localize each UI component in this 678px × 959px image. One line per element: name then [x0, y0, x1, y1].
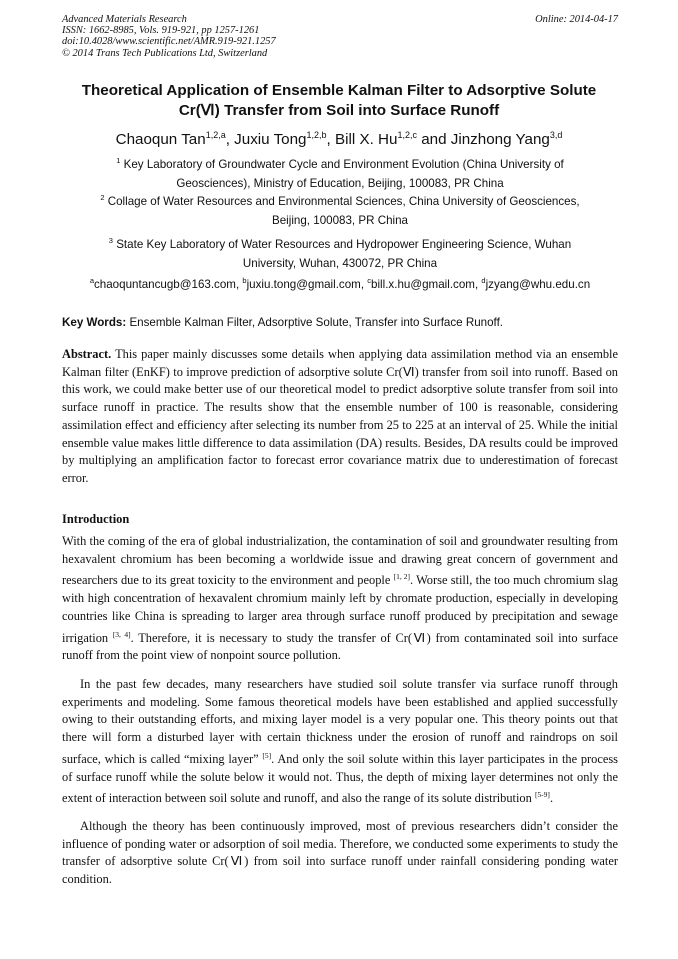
email-separator: , — [474, 278, 482, 291]
author-emails — [62, 272, 618, 294]
journal-copyright: © 2014 Trans Tech Publications Ltd, Switzerland — [62, 47, 268, 59]
journal-header — [62, 14, 618, 59]
paragraph-text: Although the theory has been continuously improved, most of previous researchers didn’t consider the influence of ponding water or adsorption of soil media. Therefore, we conducted some experiments to study the transfer of adsorptive solute Cr(Ⅵ) from soil into surface runoff under rainfall considering ponding water condition. — [62, 819, 618, 887]
paragraph-text: . — [549, 791, 554, 806]
journal-name: Advanced Materials Research — [62, 14, 187, 25]
email-marker: c — [367, 276, 372, 285]
affiliation-2 — [62, 188, 618, 230]
author-affiliation-marker: 1,2,c — [397, 130, 417, 140]
author-affiliation-marker: 3,d — [549, 130, 563, 140]
intro-paragraph-3 — [62, 818, 618, 889]
author-affiliation-marker: 1,2,b — [306, 130, 327, 140]
author-separator: , — [326, 131, 335, 148]
author-name: Chaoqun Tan — [115, 131, 206, 148]
affiliation-line: State Key Laboratory of Water Resources and Hydropower Engineering Science, Wuhan — [116, 238, 572, 251]
paper-title — [40, 81, 638, 121]
author-name: Jinzhong Yang — [450, 131, 550, 148]
email-address: juxiu.tong@gmail.com — [246, 278, 361, 291]
intro-paragraph-1 — [62, 533, 618, 665]
email-marker: a — [89, 276, 94, 285]
online-date: Online: 2014-04-17 — [535, 14, 618, 25]
author-list — [40, 125, 638, 150]
author-name: Juxiu Tong — [234, 131, 307, 148]
citation-ref: [3, 4] — [112, 629, 131, 639]
affiliation-3 — [62, 231, 618, 273]
affiliation-line: Collage of Water Resources and Environmental Sciences, China University of Geosciences, — [107, 195, 580, 208]
affiliation-number: 1 — [116, 156, 121, 165]
email-separator: , — [235, 278, 243, 291]
intro-paragraph-2 — [62, 676, 618, 808]
journal-issn: ISSN: 1662-8985, Vols. 919-921, pp 1257-1261 — [62, 25, 260, 37]
abstract-text: This paper mainly discusses some details when applying data assimilation method via an ensemble Kalman filter (EnKF) to improve prediction of adsorptive solute Cr(Ⅵ) transfer from soil into runoff. Based on this work, we could make better use of our theoretical model to predict adsorptive solute transfer from soil into surface runoff in practice. The results show that the ensemble number of 100 is reasonable, considering assimilation effect and efficiency after selecting its number from 25 to 225 at an interval of 25. While the initial ensemble value makes little difference to data assimilation (DA) results. Besides, DA results could be improved by multiplying an amplification factor to forecast error covariance matrix due to underestimation of forecast error. — [62, 347, 618, 485]
affiliation-number: 3 — [108, 236, 113, 245]
abstract-label: Abstract. — [62, 347, 112, 361]
affiliation-1 — [62, 151, 618, 193]
affiliation-line: Geosciences), Ministry of Education, Beijing, 100083, PR China — [176, 177, 504, 190]
keywords — [62, 314, 618, 332]
citation-ref: [5] — [262, 750, 272, 760]
abstract — [62, 346, 618, 488]
email-separator: , — [360, 278, 368, 291]
paragraph-text: With the coming of the era of global industrialization, the contamination of soil and groundwater resulting from hexavalent chromium has been becoming a worldwide issue and drawing great concern of government and researchers due to its great toxicity to the environment and people — [62, 534, 618, 588]
affiliation-number: 2 — [100, 193, 105, 202]
affiliation-line: Key Laboratory of Groundwater Cycle and Environment Evolution (China University of — [123, 158, 564, 171]
citation-ref: [5-9] — [534, 790, 550, 800]
keywords-text: Ensemble Kalman Filter, Adsorptive Solute, Transfer into Surface Runoff. — [129, 316, 504, 329]
author-separator: and — [416, 131, 451, 148]
paragraph-text: . Therefore, it is necessary to study the transfer of Cr(Ⅵ) from contaminated soil into surface runoff from the point view of nonpoint source pollution. — [62, 630, 618, 663]
email-marker: b — [242, 276, 247, 285]
email-address: chaoquntancugb@163.com — [93, 278, 236, 291]
email-marker: d — [481, 276, 486, 285]
citation-ref: [1, 2] — [393, 572, 410, 582]
section-heading-introduction: Introduction — [62, 512, 130, 526]
keywords-label: Key Words: — [62, 316, 127, 329]
email-address: bill.x.hu@gmail.com — [371, 278, 475, 291]
paragraph-text: In the past few decades, many researchers have studied soil solute transfer via surface runoff through experiments and modeling. Some famous theoretical models have been established and applied successfully owing to their outstanding efforts, and mixing layer model is a very popular one. This theory points out that there will form a disturbed layer with certain thickness under the erosion of runoff and raindrops on soil surface, which is called “mixing layer” — [62, 677, 618, 766]
paragraph-text: . And only the soil solute within this layer participates in the process of surface runoff while the solute below it would not. Thus, the depth of mixing layer determines not only the extent of interaction between soil solute and runoff, and also the range of its solute distribution — [62, 751, 618, 806]
journal-doi: doi:10.4028/www.scientific.net/AMR.919-921.1257 — [62, 36, 276, 48]
author-name: Bill X. Hu — [335, 131, 398, 148]
paragraph-text: . Worse still, the too much chromium slag with high concentration of hexavalent chromium mainly left by chromate production, especially in developing countries like China is spreading to larger area through surface runoff produced by precipitation and sewage irrigation — [62, 573, 618, 645]
author-separator: , — [225, 131, 235, 148]
affiliation-line: University, Wuhan, 430072, PR China — [242, 257, 438, 270]
title-line-1: Theoretical Application of Ensemble Kalman Filter to Adsorptive Solute — [81, 82, 597, 99]
title-line-2: Cr(Ⅵ) Transfer from Soil into Surface Runoff — [178, 102, 500, 119]
author-affiliation-marker: 1,2,a — [205, 130, 226, 140]
affiliation-line: Beijing, 100083, PR China — [272, 214, 408, 227]
email-address: jzyang@whu.edu.cn — [485, 278, 591, 291]
